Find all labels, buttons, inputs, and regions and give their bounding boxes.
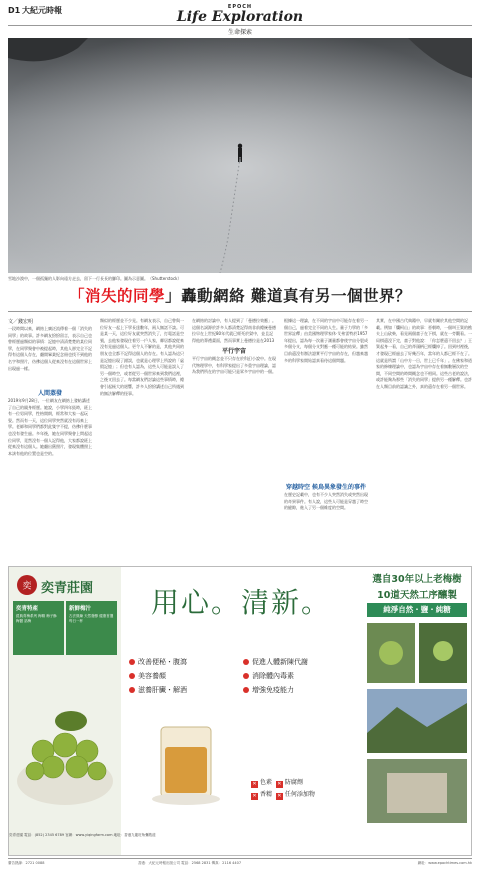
article-column-4: 根據這一理論，在不同的宇宙中可能存在着另一個自己，過着完全不同的人生。量子力學的「多世界詮釋」由美國物理學家休·艾弗雷特於1957年提出，認為每一次量子測量都會使宇宙分裂成多個分支，每個分支對應一種可能的結果。雖然目前還沒有辦法證實平行宇宙的存在，但越來越多的科學家開始認真看待這個問題。 xyxy=(284,318,368,363)
ad-headline: 用心。清新。 xyxy=(150,586,331,619)
ad-box-1 xyxy=(13,601,64,655)
article-column-3-top: 在網絡的討論中，有人提到了「曼德拉效應」。這個名詞源於許多人都清楚記得南非前總統曼德拉早在上世紀80年代就已經死於獄中，並且記得他的葬禮畫面，然而事實上曼德拉是在2013 xyxy=(192,318,276,343)
subheading-1: 人間蒸發 xyxy=(37,390,62,397)
ad-box-2 xyxy=(66,601,117,655)
ad-benefit: 滋養肝臟・解酒 xyxy=(129,683,187,697)
ad-feature-boxes xyxy=(13,601,117,655)
ad-right-badge: 純淨自然・鹽・純糖 xyxy=(367,603,467,617)
ad-orchard-photos xyxy=(367,623,467,823)
page-number: D1 xyxy=(8,6,21,15)
section-subtitle: 生命探索 xyxy=(227,29,252,36)
ad-benefit: 改善便秘・腹瀉 xyxy=(129,655,187,669)
ad-right-panel xyxy=(361,567,472,855)
ad-benefit: 促進人體新陳代謝 xyxy=(243,655,308,669)
headline-rest: 」轟動網絡 難道真有另一個世界？ xyxy=(165,287,411,305)
ad-cup-image xyxy=(131,707,241,817)
header-divider xyxy=(8,25,472,26)
ad-product-image xyxy=(13,661,117,811)
subheading-2: 平行宇宙 xyxy=(221,348,246,355)
ad-no-additives: ✕ 色素 ✕ 防腐劑 ✕ 香精 ✕ 任何添加物 xyxy=(252,779,315,799)
headline xyxy=(8,283,472,309)
article-column-3-bottom: 平行宇宙的概念並不只存在於科幻小說中。在現代物理學中，有科學家提出了多重宇宙理論，認為我們所在的宇宙可能只是眾多宇宙中的一個。 xyxy=(192,356,276,375)
ad-box-2-title: 新鮮梅汁 xyxy=(69,606,92,612)
ad-benefits-left xyxy=(129,655,187,697)
brand-epoch: EPOCH xyxy=(227,4,253,10)
article-column-4-bottom: 在歷史記載中，也有不少人突然消失或突然出現的奇異事件。有人說，這些人可能是穿越了時空的縫隙，進入了另一個維度的空間。 xyxy=(284,492,368,511)
paper-name: 大紀元時報 xyxy=(22,5,62,15)
ad-benefit: 美容養顏 xyxy=(129,669,187,683)
ad-left-panel xyxy=(9,567,121,855)
page-footer xyxy=(8,858,472,871)
ad-benefit: 增強免疫能力 xyxy=(243,683,308,697)
hero-photo xyxy=(8,38,472,273)
article-column-1-top: 一段時間以來，網絡上廣泛流傳着一個「消失的同學」的故事。許多網友紛紛留言，表示自己也曾經歷過類似的事情：記憶中清清楚楚的某位同學，在同學聚會中被提起時，其他人卻完全不記得有這個人存在，翻開畢業紀念冊也找不到他的名字和照片，彷彿這個人從來沒有在這個世界上出現過一樣。 xyxy=(8,326,92,371)
ad-brand-name: 奕青莊園 xyxy=(41,581,94,596)
svg-text:奕: 奕 xyxy=(22,581,32,592)
headline-quote-open: 「 xyxy=(69,287,86,305)
article-byline: 文／錢宏明 xyxy=(8,319,34,325)
ad-benefit: 消除體內毒素 xyxy=(243,669,308,683)
article-column-2: 類似的經歷並不少見。有網友表示，自己曾與一位好友一起上下學長達數年，兩人無話不談。可是某一天，這位好友就突然消失了，打電話是空號，去他家發現住着另一戶人家，鄰居都說從來沒有見過這個人。更令人不解的是，其他共同的朋友也全都不記得這個人的存在。有人認為這只是記憶出現了錯誤，也就是心理學上所說的「虛假記憶」；但也有人認為，這些人可能是誤入了另一個時空，或者從另一個世界來到我們這裡，之後又回去了。每當網友們討論這些事情時，總會引起極大的迴響，許多人紛紛講述自己所遇到的無法解釋的怪事。 xyxy=(100,318,184,396)
article-column-5: 其實，在中國古代典籍中，早就有關於其他空間的記載。例如「爛柯山」的故事：晉朝時，一個叫王質的樵夫上山砍柴，看見兩個童子在下棋，就在一旁觀看。一局棋還沒下完，童子對他說：「你怎麼還不回去？」王質起身一看，自己的斧頭柄已經爛掉了。回到村裡後，才發現已經過去了好幾百年，當年的人都已經不在了。這就是所謂「山中方一日，世上已千年」。在佛家和道家的修煉理論中，也認為宇宙中存在着無數層次的空間，不同空間的時間概念也不相同。這些古老的說法，或許能夠為那些「消失的同學」提供另一種解釋。也許在人類目前的認識之外，真的還存在着另一個世界。 xyxy=(376,318,472,389)
headline-highlight: 消失的同學 xyxy=(85,287,166,305)
ad-box-2-text: 古法熬煉 天然發酵 健康首選 每日一杯 xyxy=(69,614,114,623)
article-column-1-bottom: 2019年9月28日，一位網友在網絡上發帖講述了自己的親身經歷。她說，小學四年級時，班上有一位男同學，性格開朗，經常和大家一起玩耍。然而有一天，這位同學突然就沒有再來上學。老師和同學們都對此隻字不提，彷彿什麼事也沒有發生過。多年後，她在同學聚會上問起這位同學，竟然沒有一個人記得他，大家都說班上從來沒有這個人。她翻出舊照片，發現集體照上本該有他的位置也是空的。 xyxy=(8,398,92,456)
footer-right[interactable]: 網址：www.epochtimes.com.hk xyxy=(417,861,472,865)
ad-center-panel xyxy=(121,567,361,855)
ad-right-title-1: 選自30年以上老梅樹 xyxy=(372,574,462,585)
subheading-3: 穿越時空 候鳥異象發生的事件 xyxy=(285,484,367,491)
footer-left: 廣告熱線：2721 0088 xyxy=(8,861,45,865)
headline-divider xyxy=(8,311,472,312)
page-header xyxy=(0,0,480,34)
ad-box-1-text: 經典青梅系列 梅精 梅子酥 梅醬 話梅 xyxy=(16,614,57,623)
advertisement[interactable] xyxy=(8,566,472,856)
ad-brand xyxy=(15,573,115,597)
photo-caption: 雪地沙漠中，一個孤獨的人影向遠方走去，留下一行長長的腳印。圖為示意圖。（Shutterstock） xyxy=(8,276,182,281)
ad-benefits-right xyxy=(243,655,308,697)
footer-middle: 香港：大紀元時報出版公司 電話：2568 2831 傳真：2116 4407 xyxy=(138,861,242,865)
section-title: Life Exploration xyxy=(176,9,304,25)
ad-right-title-2: 10道天然工序釀製 xyxy=(377,590,457,601)
ad-footer: 奕青莊園 電話：(852) 2345 6789 官網：www.yiqingfarm.com 地址：香港九龍旺角彌敦道 xyxy=(9,833,156,837)
ad-box-1-title: 奕青特產 xyxy=(16,606,39,612)
